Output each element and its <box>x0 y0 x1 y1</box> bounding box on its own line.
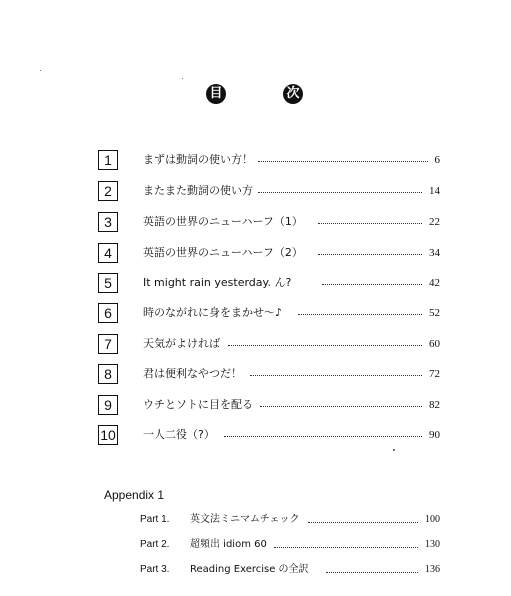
ink-speck <box>182 78 183 79</box>
chapter-page: 14 <box>429 185 440 197</box>
part-title: Reading Exercise の全訳 <box>190 564 309 575</box>
dot-leader <box>228 345 422 346</box>
chapter-title: 一人二役（?） <box>143 428 215 441</box>
title-char-2: 次 <box>283 84 303 104</box>
chapter-title: ウチとソトに目を配る <box>143 398 253 411</box>
chapter-number: 8 <box>98 364 118 384</box>
chapter-page: 60 <box>429 338 440 350</box>
chapter-number: 7 <box>98 334 118 354</box>
chapter-title: 君は便利なやつだ！ <box>143 367 242 380</box>
chapter-page: 90 <box>429 429 440 441</box>
appendix-part-row[interactable] <box>140 537 440 553</box>
part-page: 130 <box>425 539 440 550</box>
chapter-row[interactable] <box>98 150 440 172</box>
part-label: Part 1. <box>140 514 170 525</box>
chapter-number: 2 <box>98 181 118 201</box>
chapter-title: まずは動詞の使い方！ <box>143 153 253 166</box>
chapter-row[interactable] <box>98 303 440 325</box>
part-label: Part 2. <box>140 539 170 550</box>
chapter-number: 9 <box>98 395 118 415</box>
chapter-page: 34 <box>429 247 440 259</box>
dot-leader <box>258 192 422 193</box>
ink-speck <box>40 70 41 71</box>
title-char-1: 目 <box>206 84 226 104</box>
chapter-number: 5 <box>98 273 118 293</box>
dot-leader <box>260 406 422 407</box>
dot-leader <box>322 284 422 285</box>
part-page: 136 <box>425 564 440 575</box>
chapter-page: 6 <box>434 154 440 166</box>
chapter-title: 時のながれに身をまかせ～♪ <box>143 306 283 319</box>
chapter-row[interactable] <box>98 273 440 295</box>
chapter-page: 82 <box>429 399 440 411</box>
dot-leader <box>326 572 418 573</box>
chapter-number: 1 <box>98 150 118 170</box>
chapter-row[interactable] <box>98 334 440 356</box>
chapter-row[interactable] <box>98 181 440 203</box>
chapter-number: 6 <box>98 303 118 323</box>
chapter-title: 英語の世界のニューハーフ（2） <box>143 246 303 259</box>
part-page: 100 <box>425 514 440 525</box>
chapter-page: 72 <box>429 368 440 380</box>
chapter-number: 4 <box>98 243 118 263</box>
dot-leader <box>318 223 422 224</box>
chapter-title: 英語の世界のニューハーフ（1） <box>143 215 303 228</box>
chapter-row[interactable] <box>98 243 440 265</box>
chapter-title: It might rain yesterday. ん? <box>143 276 292 289</box>
part-title: 英文法ミニマムチェック <box>190 514 300 525</box>
chapter-page: 52 <box>429 307 440 319</box>
chapter-title: またまた動詞の使い方 <box>143 184 253 197</box>
appendix-part-row[interactable] <box>140 512 440 528</box>
dot-leader <box>308 522 418 523</box>
chapter-page: 22 <box>429 216 440 228</box>
chapter-row[interactable] <box>98 425 440 447</box>
chapter-number: 10 <box>98 425 118 445</box>
chapter-number: 3 <box>98 212 118 232</box>
dot-leader <box>318 254 422 255</box>
dot-leader <box>258 161 428 162</box>
ink-speck <box>393 449 395 451</box>
chapter-page: 42 <box>429 277 440 289</box>
chapter-row[interactable] <box>98 395 440 417</box>
part-title: 超頻出 idiom 60 <box>190 539 267 550</box>
dot-leader <box>250 375 422 376</box>
appendix-part-row[interactable] <box>140 562 440 578</box>
chapter-row[interactable] <box>98 212 440 234</box>
dot-leader <box>274 547 418 548</box>
page-title <box>0 84 511 108</box>
part-label: Part 3. <box>140 564 170 575</box>
chapter-row[interactable] <box>98 364 440 386</box>
appendix-heading: Appendix 1 <box>104 488 165 502</box>
chapter-title: 天気がよければ <box>143 337 220 350</box>
dot-leader <box>224 436 422 437</box>
dot-leader <box>298 314 422 315</box>
